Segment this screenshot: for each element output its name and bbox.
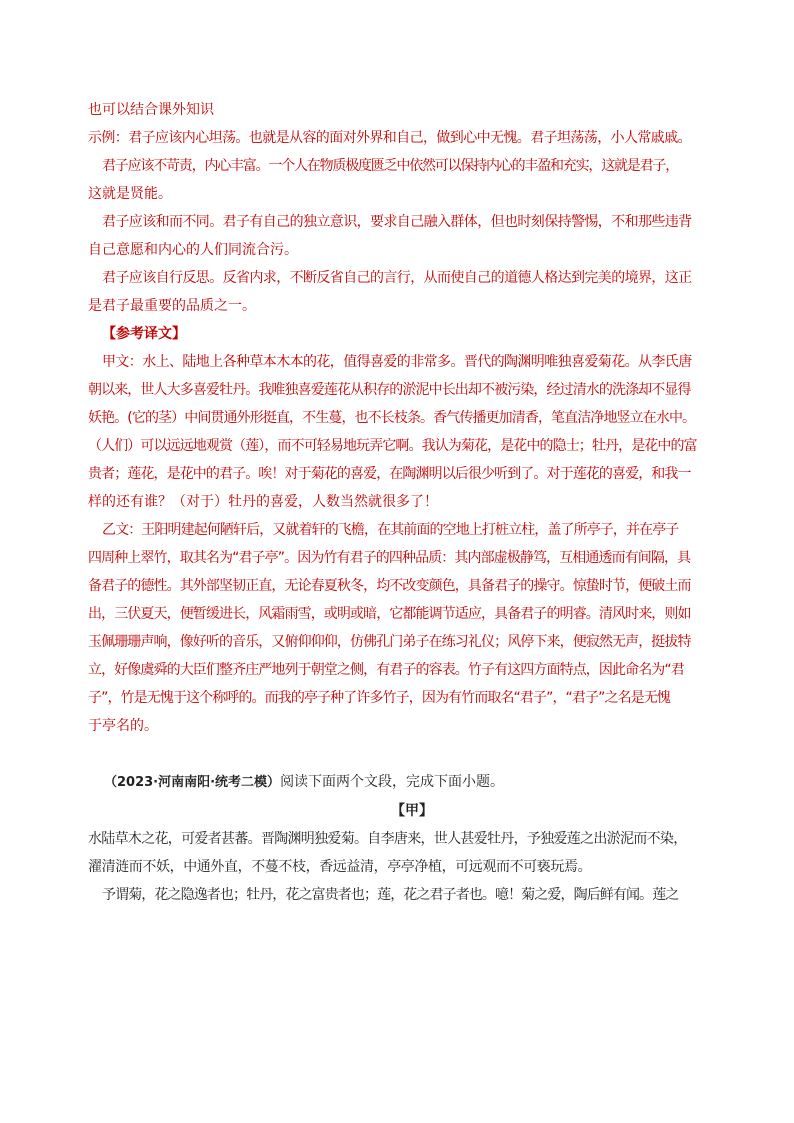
- reference-translation-heading: 【参考译文】: [102, 326, 186, 342]
- paragraph-line: 朝以来，世人大多喜爱牡丹。我唯独喜爱莲花从积存的淤泥中长出却不被污染，经过清水的洗涤却不显得: [88, 382, 691, 398]
- paragraph-line: 贵者；莲花，是花中的君子。唉！对于菊花的喜爱，在陶渊明以后很少听到了。对于莲花的喜爱，和我一: [88, 466, 691, 482]
- question-instruction: 阅读下面两个文段，完成下面小题。: [280, 774, 505, 790]
- paragraph-line: 于亭名的。: [88, 718, 158, 734]
- paragraph-line: 自己意愿和内心的人们同流合污。: [88, 242, 298, 258]
- paragraph-line: 君子应该和而不同。君子有自己的独立意识，要求自己融入群体，但也时刻保持警惕，不和那些违背: [102, 214, 692, 230]
- paragraph-line: 玉佩珊珊声响，像好听的音乐，又俯仰仰仰，仿佛孔门弟子在练习礼仪；风停下来，便寂然无声，挺拔特: [88, 634, 691, 650]
- paragraph-line: 妖艳。(它的茎）中间贯通外形挺直，不生蔓，也不长枝条。香气传播更加清香，笔直洁净地竖立在水中。: [88, 410, 696, 426]
- classical-text-section: [88, 825, 736, 909]
- section-gap: [88, 740, 736, 768]
- paragraph-line: 濯清涟而不妖，中通外直，不蔓不枝，香远益清，亭亭净植，可远观而不可亵玩焉。: [88, 859, 592, 875]
- answer-section: [88, 96, 736, 320]
- paragraph-line: 君子应该自行反思。反省内求，不断反省自己的言行，从而使自己的道德人格达到完美的境界，这正: [102, 270, 692, 286]
- paragraph-line: 是君子最重要的品质之一。: [88, 298, 256, 314]
- paragraph-line: 予谓菊，花之隐逸者也；牡丹，花之富贵者也；莲，花之君子者也。噫！菊之爱，陶后鲜有闻。莲之: [102, 887, 679, 903]
- paragraph-line: 出，三伏夏天，便暂缓进长，风霜雨雪，或明或暗，它都能调节适应，具备君子的明睿。清风时来，则如: [88, 606, 691, 622]
- paragraph-line: 立，好像虞舜的大臣们整齐庄严地列于朝堂之侧，有君子的容表。竹子有这四方面特点，因此命名为“君: [88, 662, 684, 678]
- document-page: [88, 96, 736, 909]
- paragraph-line: 示例：君子应该内心坦荡。也就是从容的面对外界和自己，做到心中无愧。君子坦荡荡，小人常戚戚。: [88, 130, 691, 146]
- paragraph-line: 样的还有谁？（对于）牡丹的喜爱，人数当然就很多了！: [88, 494, 438, 510]
- translation-section: [88, 348, 736, 740]
- paragraph-line: 君子应该不苛责，内心丰富。一个人在物质极度匮乏中依然可以保持内心的丰盈和充实，这就是君子，: [102, 158, 678, 174]
- question-source: （2023·河南南阳·统考二模）: [104, 775, 281, 790]
- paragraph-line: 水陆草木之花，可爱者甚蕃。晋陶渊明独爱菊。自李唐来，世人甚爱牡丹，予独爱莲之出淤泥而不染，: [88, 831, 687, 847]
- question-header: [88, 768, 736, 797]
- paragraph-line: 这就是贤能。: [88, 186, 172, 202]
- paragraph-line: 也可以结合课外知识: [88, 102, 214, 118]
- paragraph-line: 甲文：水上、陆地上各种草本木本的花，值得喜爱的非常多。晋代的陶渊明唯独喜爱菊花。从李氏唐: [102, 354, 692, 370]
- paragraph-line: 四周种上翠竹，取其名为“君子亭”。因为竹有君子的四种品质：其内部虚极静笃，互相通透而有间隔，具: [88, 550, 691, 566]
- paragraph-line: 乙文：王阳明建起何陋轩后，又就着轩的飞檐，在其前面的空地上打桩立柱，盖了所亭子，并在亭子: [102, 522, 679, 538]
- paragraph-line: （人们）可以远远地观赏（莲），而不可轻易地玩弄它啊。我认为菊花，是花中的隐士；牡丹，是花中的富: [88, 438, 697, 454]
- paragraph-line: 备君子的德性。其外部坚韧正直，无论春夏秋冬，均不改变颜色，具备君子的操守。惊蛰时节，便破土而: [88, 578, 691, 594]
- part-label: 【甲】: [391, 803, 433, 819]
- paragraph-line: 子”，竹是无愧于这个称呼的。而我的亭子种了许多竹子，因为有竹而取名“君子”，“君子”之名是无愧: [88, 690, 670, 706]
